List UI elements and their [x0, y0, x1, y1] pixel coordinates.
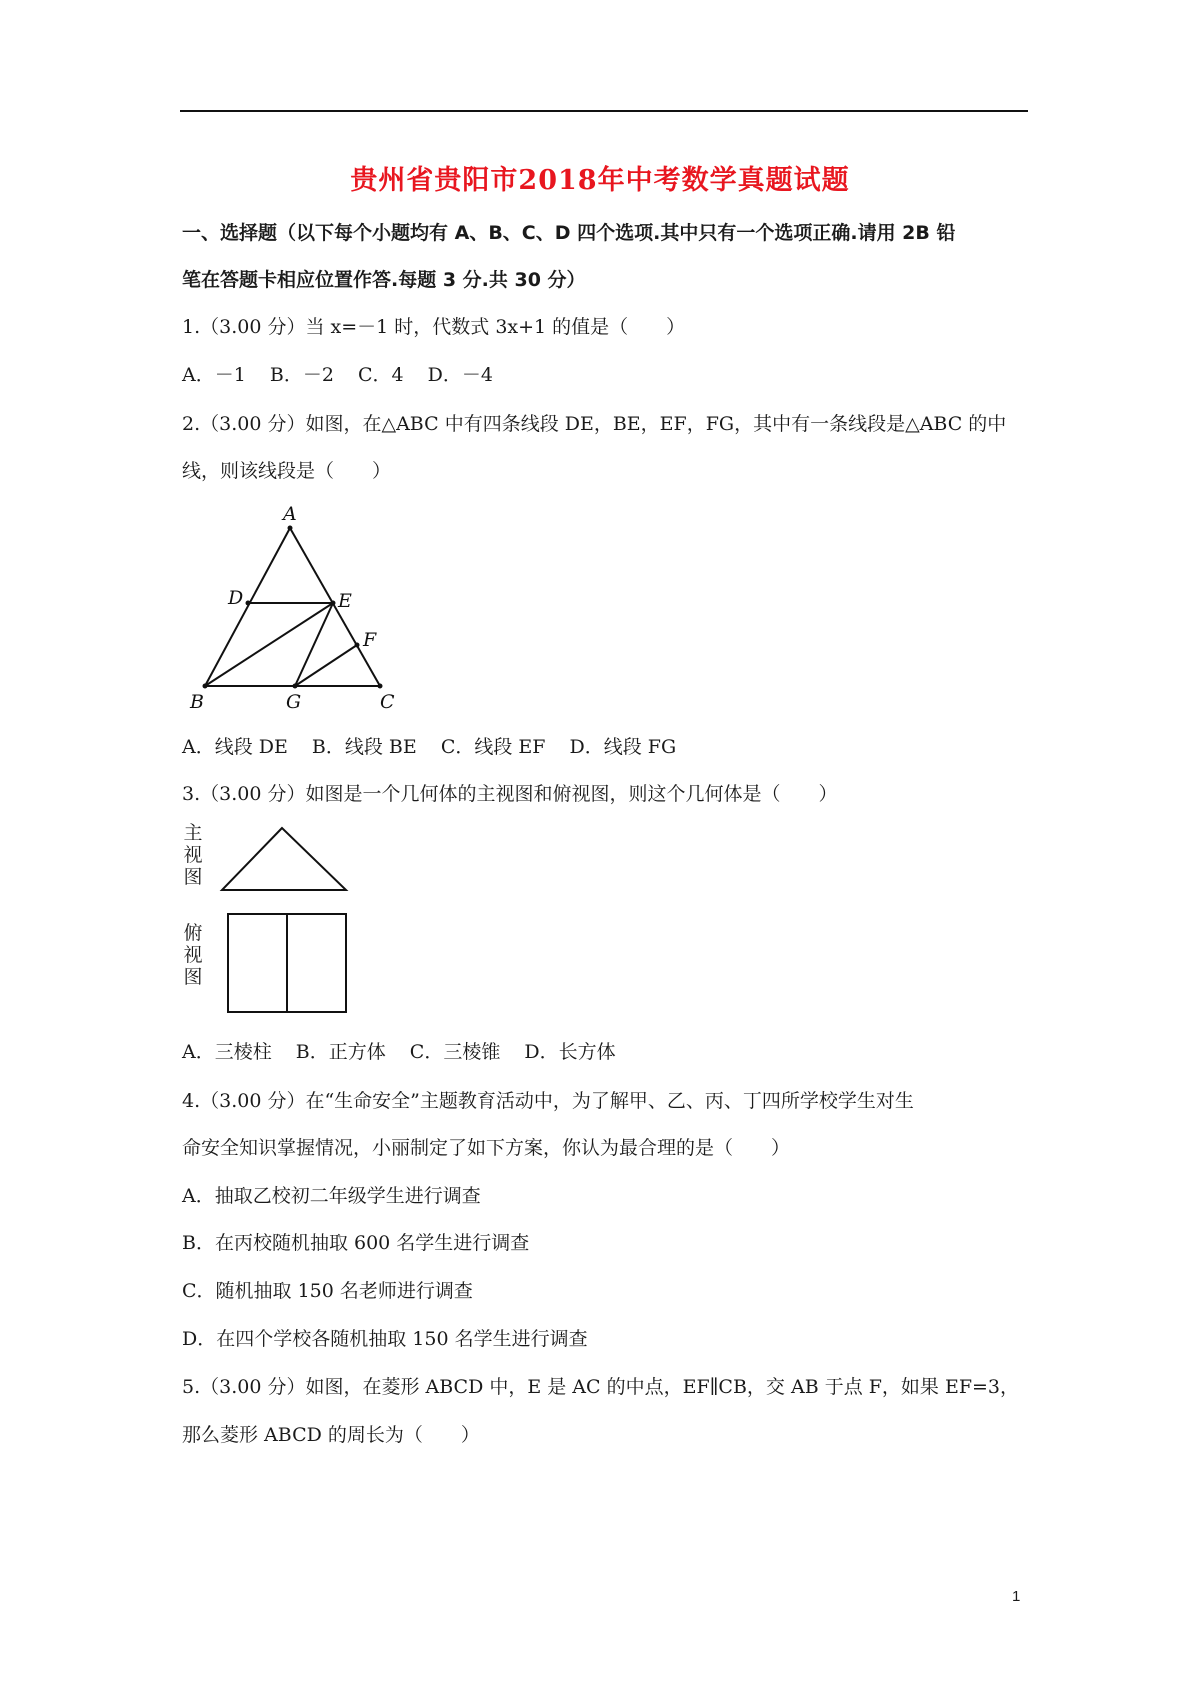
front-view-label: 主 视 图 [183, 822, 203, 888]
header-rule [180, 110, 1028, 112]
q4-option-b: B．在丙校随机抽取 600 名学生进行调查 [182, 1232, 530, 1254]
section-heading-line-1: 一、选择题（以下每个小题均有 A、B、C、D 四个选项.其中只有一个选项正确.请用 2B 铅 [182, 222, 956, 244]
segment-ab [205, 528, 290, 686]
triangle-abc-figure [180, 500, 420, 716]
q3-options [182, 1039, 634, 1065]
q3-stem: 3.（3.00 分）如图是一个几何体的主视图和俯视图，则这个几何体是（ ） [182, 783, 838, 805]
q1-option-c: C．4 [357, 364, 404, 386]
label-f: F [363, 629, 377, 651]
q3-option-c: C．三棱锥 [409, 1041, 501, 1063]
q2-option-d: D．线段 FG [569, 736, 677, 758]
top-view-rectangle [226, 912, 350, 1016]
page-number: 1 [1012, 1588, 1021, 1605]
q2-stem-line-1: 2.（3.00 分）如图，在△ABC 中有四条线段 DE，BE，EF，FG，其中有一条线段是△ABC 的中 [182, 413, 1007, 435]
top-view-label: 俯 视 图 [183, 922, 203, 988]
q2-stem-line-2: 线，则该线段是（ ） [182, 460, 392, 482]
q4-stem-line-1: 4.（3.00 分）在“生命安全”主题教育活动中，为了解甲、乙、丙、丁四所学校学生对生 [182, 1090, 914, 1112]
q1-options [182, 362, 511, 388]
q1-stem: 1.（3.00 分）当 x=－1 时，代数式 3x+1 的值是（ ） [182, 316, 686, 338]
label-e: E [338, 590, 352, 612]
q1-option-a: A．－1 [182, 364, 246, 386]
label-a: A [283, 503, 297, 525]
label-g: G [286, 691, 302, 713]
q4-option-c: C．随机抽取 150 名老师进行调查 [182, 1280, 473, 1302]
q4-stem-line-2: 命安全知识掌握情况，小丽制定了如下方案，你认为最合理的是（ ） [182, 1137, 791, 1159]
q3-option-a: A．三棱柱 [182, 1041, 272, 1063]
q3-option-d: D．长方体 [524, 1041, 616, 1063]
q2-options [182, 734, 694, 760]
q2-option-c: C．线段 EF [440, 736, 546, 758]
front-view-triangle [218, 822, 352, 896]
q4-option-a: A．抽取乙校初二年级学生进行调查 [182, 1185, 481, 1207]
q5-stem-line-1: 5.（3.00 分）如图，在菱形 ABCD 中，E 是 AC 的中点，EF∥CB，交 AB 于点 F，如果 EF=3， [182, 1376, 1020, 1398]
label-d: D [228, 587, 244, 609]
segment-ac [290, 528, 380, 686]
label-b: B [190, 691, 204, 713]
page-title: 贵州省贵阳市2018年中考数学真题试题 [350, 165, 850, 196]
label-c: C [380, 691, 395, 713]
q1-option-b: B．－2 [269, 364, 334, 386]
q2-option-a: A．线段 DE [182, 736, 288, 758]
section-heading-line-2: 笔在答题卡相应位置作答.每题 3 分.共 30 分） [182, 269, 586, 291]
q3-option-b: B．正方体 [295, 1041, 386, 1063]
q2-option-b: B．线段 BE [311, 736, 417, 758]
q5-stem-line-2: 那么菱形 ABCD 的周长为（ ） [182, 1424, 480, 1446]
q1-option-d: D．－4 [427, 364, 493, 386]
q4-option-d: D．在四个学校各随机抽取 150 名学生进行调查 [182, 1328, 588, 1350]
